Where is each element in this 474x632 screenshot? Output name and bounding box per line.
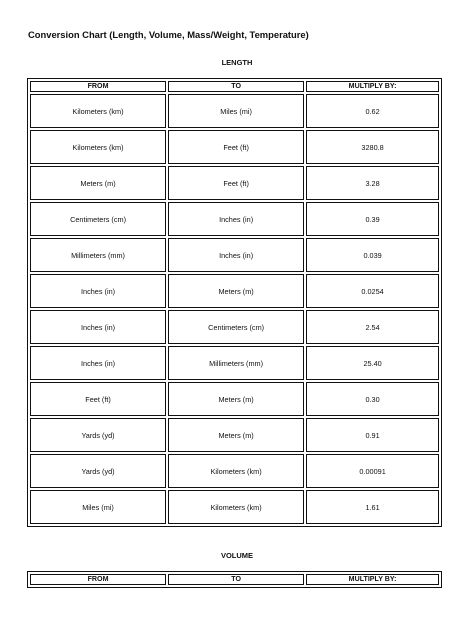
table-row [30,238,439,272]
from-cell: Centimeters (cm) [30,202,166,236]
from-cell: Inches (in) [30,274,166,308]
table-row [30,166,439,200]
table-row [30,202,439,236]
table-row [30,310,439,344]
length-header-from: FROM [30,81,166,92]
volume-section-title: VOLUME [220,551,254,560]
from-cell: Millimeters (mm) [30,238,166,272]
volume-header-multiply: MULTIPLY BY: [306,574,439,585]
to-cell: Centimeters (cm) [168,310,304,344]
table-row [30,490,439,524]
factor-cell: 3.28 [306,166,439,200]
to-cell: Inches (in) [168,202,304,236]
to-cell: Feet (ft) [168,130,304,164]
factor-cell: 0.62 [306,94,439,128]
to-cell: Kilometers (km) [168,454,304,488]
factor-cell: 2.54 [306,310,439,344]
to-cell: Miles (mi) [168,94,304,128]
to-cell: Meters (m) [168,274,304,308]
table-row [30,94,439,128]
to-cell: Meters (m) [168,382,304,416]
to-cell: Millimeters (mm) [168,346,304,380]
factor-cell: 0.91 [306,418,439,452]
factor-cell: 0.00091 [306,454,439,488]
from-cell: Yards (yd) [30,418,166,452]
from-cell: Kilometers (km) [30,94,166,128]
length-header-row [30,81,439,92]
table-row [30,454,439,488]
from-cell: Feet (ft) [30,382,166,416]
from-cell: Inches (in) [30,310,166,344]
to-cell: Inches (in) [168,238,304,272]
volume-header-from: FROM [30,574,166,585]
table-row [30,346,439,380]
from-cell: Yards (yd) [30,454,166,488]
volume-table [27,571,442,588]
length-table [27,78,442,527]
from-cell: Meters (m) [30,166,166,200]
factor-cell: 3280.8 [306,130,439,164]
document-title: Conversion Chart (Length, Volume, Mass/Weight, Temperature) [28,29,309,40]
length-section-title: LENGTH [221,58,253,67]
factor-cell: 0.039 [306,238,439,272]
volume-header-row [30,574,439,585]
length-header-to: TO [168,81,304,92]
factor-cell: 0.30 [306,382,439,416]
factor-cell: 25.40 [306,346,439,380]
table-row [30,130,439,164]
table-row [30,274,439,308]
from-cell: Kilometers (km) [30,130,166,164]
table-row [30,418,439,452]
length-header-multiply: MULTIPLY BY: [306,81,439,92]
factor-cell: 0.39 [306,202,439,236]
volume-header-to: TO [168,574,304,585]
to-cell: Meters (m) [168,418,304,452]
from-cell: Miles (mi) [30,490,166,524]
table-row [30,382,439,416]
factor-cell: 1.61 [306,490,439,524]
to-cell: Feet (ft) [168,166,304,200]
from-cell: Inches (in) [30,346,166,380]
to-cell: Kilometers (km) [168,490,304,524]
factor-cell: 0.0254 [306,274,439,308]
